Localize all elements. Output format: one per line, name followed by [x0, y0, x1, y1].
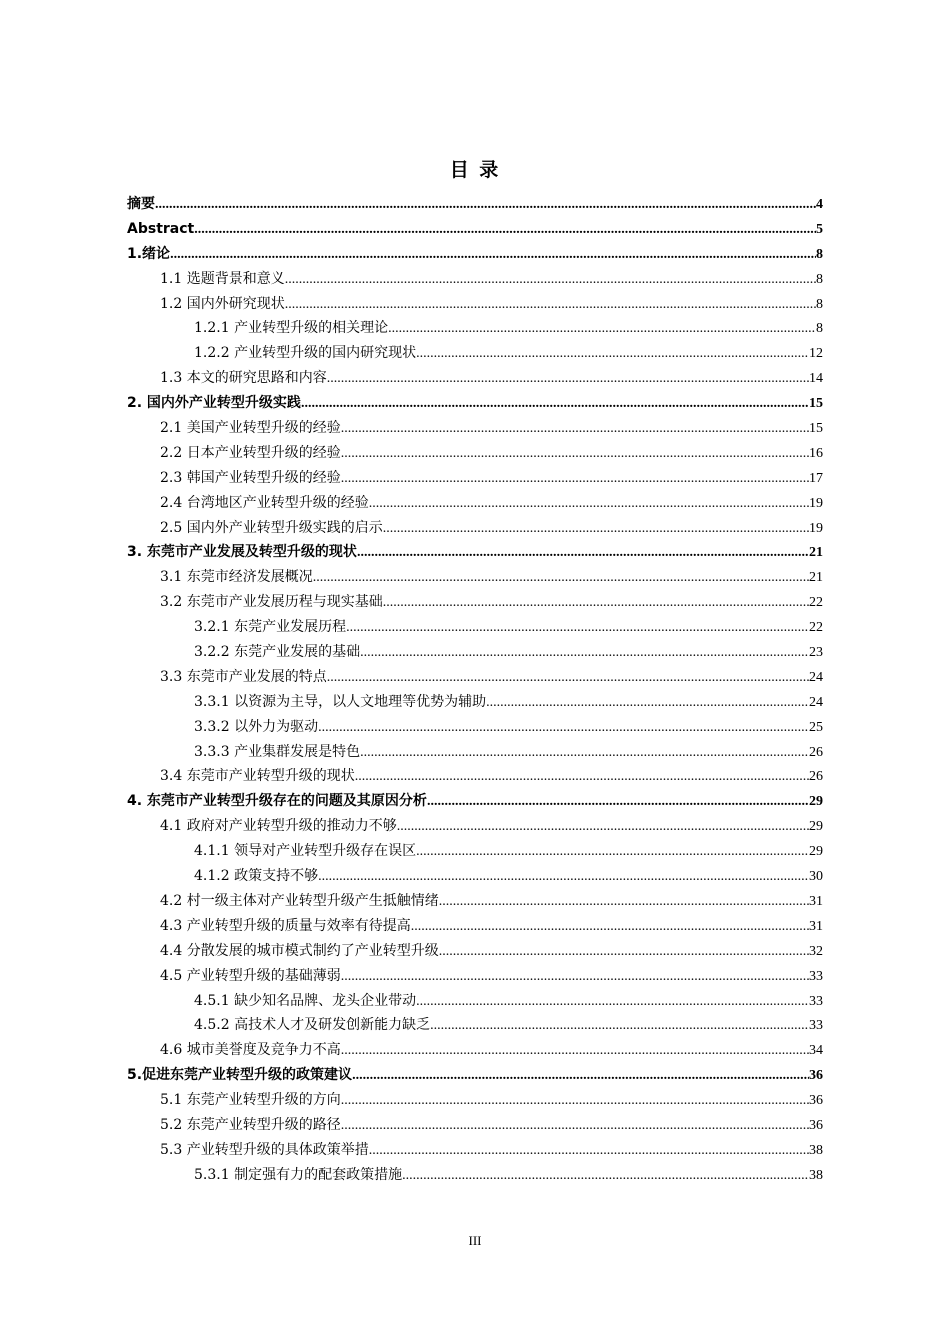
toc-entry[interactable]: [127, 341, 823, 366]
toc-entry-title: 5.2 东莞产业转型升级的路径: [160, 1116, 341, 1133]
toc-entry[interactable]: [127, 366, 823, 391]
toc-entry-title: 5.3.1 制定强有力的配套政策措施: [194, 1166, 403, 1183]
toc-entry[interactable]: [127, 964, 823, 989]
dot-leader: [327, 367, 809, 392]
toc-entry-page: 25: [809, 719, 823, 735]
toc-entry-title: 3.2 东莞市产业发展历程与现实基础: [160, 594, 383, 611]
toc-entry[interactable]: [127, 1038, 823, 1063]
toc-entry[interactable]: [127, 1063, 823, 1088]
toc-entry-title: 3. 东莞市产业发展及转型升级的现状: [127, 544, 357, 561]
dot-leader: [285, 268, 816, 293]
dot-leader: [411, 915, 809, 940]
dot-leader: [301, 392, 809, 417]
toc-entry-page: 21: [809, 545, 823, 561]
toc-entry-page: 38: [809, 1167, 823, 1183]
toc-entry-page: 33: [809, 1018, 823, 1034]
toc-entry[interactable]: [127, 864, 823, 889]
dot-leader: [360, 741, 809, 766]
toc-entry-page: 31: [809, 918, 823, 934]
toc-entry-title: 3.3.3 产业集群发展是特色: [194, 743, 361, 760]
toc-entry-page: 23: [809, 645, 823, 661]
dot-leader: [397, 815, 809, 840]
dot-leader: [369, 1139, 809, 1164]
toc-entry-title: 4.6 城市美誉度及竞争力不高: [160, 1042, 341, 1059]
toc-entry-title: 5.3 产业转型升级的具体政策举措: [160, 1141, 369, 1158]
dot-leader: [416, 840, 809, 865]
toc-entry-title: 4.1.2 政策支持不够: [194, 868, 319, 885]
toc-entry-page: 24: [809, 669, 823, 685]
toc-entry[interactable]: [127, 267, 823, 292]
toc-entry-page: 30: [809, 869, 823, 885]
toc-entry-page: 17: [809, 470, 823, 486]
toc-entry-page: 29: [809, 794, 823, 810]
toc-entry-page: 15: [809, 396, 823, 412]
dot-leader: [341, 965, 809, 990]
toc-entry[interactable]: [127, 1113, 823, 1138]
dot-leader: [439, 890, 809, 915]
page-number: III: [468, 1233, 482, 1248]
toc-entry-page: 22: [809, 620, 823, 636]
toc-entry-page: 33: [809, 993, 823, 1009]
toc-entry[interactable]: [127, 615, 823, 640]
dot-leader: [285, 293, 816, 318]
toc-entry-title: 1.绪论: [127, 245, 171, 262]
toc-entry-title: 3.3.2 以外力为驱动: [194, 718, 319, 735]
toc-entry[interactable]: [127, 914, 823, 939]
toc-entry-title: 3.1 东莞市经济发展概况: [160, 569, 313, 586]
toc-entry-page: 29: [809, 819, 823, 835]
toc-entry-page: 36: [809, 1093, 823, 1109]
toc-entry-page: 36: [809, 1117, 823, 1133]
toc-entry[interactable]: [127, 316, 823, 341]
toc-entry[interactable]: [127, 466, 823, 491]
toc-entry-title: 4.5.1 缺少知名品牌、龙头企业带动: [194, 992, 417, 1009]
toc-entry-title: 1.2 国内外研究现状: [160, 295, 285, 312]
dot-leader: [486, 691, 809, 716]
toc-entry-page: 8: [816, 271, 823, 287]
toc-entry-page: 33: [809, 968, 823, 984]
dot-leader: [352, 1064, 809, 1089]
dot-leader: [430, 1014, 809, 1039]
toc-entry[interactable]: [127, 416, 823, 441]
toc-entry[interactable]: [127, 217, 823, 242]
toc-entry-page: 24: [809, 694, 823, 710]
toc-entry[interactable]: [127, 839, 823, 864]
toc-entry-page: 26: [809, 744, 823, 760]
table-of-contents: [127, 192, 823, 1188]
toc-entry-page: 21: [809, 570, 823, 586]
toc-entry-title: 2.1 美国产业转型升级的经验: [160, 420, 341, 437]
dot-leader: [318, 716, 809, 741]
toc-entry-title: 4.4 分散发展的城市模式制约了产业转型升级: [160, 942, 439, 959]
toc-entry-title: Abstract: [127, 220, 195, 237]
toc-entry[interactable]: [127, 740, 823, 765]
dot-leader: [170, 243, 816, 268]
toc-entry[interactable]: [127, 989, 823, 1014]
toc-entry-page: 8: [816, 296, 823, 312]
dot-leader: [402, 1164, 809, 1189]
toc-entry[interactable]: [127, 889, 823, 914]
dot-leader: [346, 616, 809, 641]
dot-leader: [341, 1039, 809, 1064]
toc-entry-title: 3.3 东莞市产业发展的特点: [160, 668, 327, 685]
toc-entry[interactable]: [127, 242, 823, 267]
dot-leader: [327, 666, 809, 691]
toc-entry[interactable]: [127, 441, 823, 466]
toc-entry-page: 12: [809, 346, 823, 362]
toc-entry-page: 22: [809, 595, 823, 611]
toc-entry-title: 1.2.2 产业转型升级的国内研究现状: [194, 345, 417, 362]
toc-entry[interactable]: [127, 939, 823, 964]
dot-leader: [194, 218, 816, 243]
toc-entry-title: 1.2.1 产业转型升级的相关理论: [194, 320, 389, 337]
dot-leader: [369, 492, 809, 517]
dot-leader: [341, 417, 809, 442]
toc-entry-page: 14: [809, 371, 823, 387]
toc-entry-page: 36: [809, 1068, 823, 1084]
toc-entry-title: 4.3 产业转型升级的质量与效率有待提高: [160, 917, 411, 934]
toc-entry-page: 26: [809, 769, 823, 785]
toc-entry[interactable]: [127, 491, 823, 516]
toc-entry[interactable]: [127, 292, 823, 317]
toc-entry-page: 29: [809, 844, 823, 860]
toc-entry[interactable]: [127, 590, 823, 615]
toc-entry-title: 2.4 台湾地区产业转型升级的经验: [160, 494, 369, 511]
dot-leader: [341, 1089, 809, 1114]
toc-entry-page: 32: [809, 943, 823, 959]
dot-leader: [439, 940, 809, 965]
toc-entry-page: 4: [816, 197, 823, 212]
toc-entry-title: 4.1 政府对产业转型升级的推动力不够: [160, 818, 397, 835]
toc-entry[interactable]: [127, 391, 823, 416]
dot-leader: [341, 442, 809, 467]
dot-leader: [427, 790, 809, 815]
toc-entry-page: 31: [809, 893, 823, 909]
toc-entry-title: 5.1 东莞产业转型升级的方向: [160, 1092, 341, 1109]
toc-entry[interactable]: [127, 540, 823, 565]
dot-leader: [341, 467, 809, 492]
toc-entry-title: 3.2.1 东莞产业发展历程: [194, 619, 347, 636]
toc-entry[interactable]: [127, 814, 823, 839]
toc-entry-page: 5: [816, 221, 823, 237]
toc-entry-title: 3.2.2 东莞产业发展的基础: [194, 644, 361, 661]
toc-entry-title: 4.5 产业转型升级的基础薄弱: [160, 967, 341, 984]
toc-entry-title: 3.3.1 以资源为主导，以人文地理等优势为辅助: [194, 693, 487, 710]
toc-entry-title: 4.1.1 领导对产业转型升级存在误区: [194, 843, 417, 860]
toc-entry-page: 19: [809, 520, 823, 536]
toc-entry[interactable]: [127, 764, 823, 789]
toc-entry-title: 2.5 国内外产业转型升级实践的启示: [160, 519, 383, 536]
toc-entry-title: 2.2 日本产业转型升级的经验: [160, 444, 341, 461]
toc-entry[interactable]: [127, 1163, 823, 1188]
toc-entry[interactable]: [127, 1013, 823, 1038]
toc-entry-title: 2.3 韩国产业转型升级的经验: [160, 469, 341, 486]
dot-leader: [416, 990, 809, 1015]
toc-entry-title: 3.4 东莞市产业转型升级的现状: [160, 768, 355, 785]
toc-entry[interactable]: [127, 715, 823, 740]
toc-entry[interactable]: [127, 789, 823, 814]
toc-entry-title: 5.促进东莞产业转型升级的政策建议: [127, 1067, 353, 1084]
toc-entry[interactable]: [127, 640, 823, 665]
dot-leader: [357, 541, 809, 566]
toc-entry[interactable]: [127, 565, 823, 590]
dot-leader: [313, 566, 809, 591]
toc-entry[interactable]: [127, 665, 823, 690]
dot-leader: [355, 765, 809, 790]
toc-entry-title: 1.3 本文的研究思路和内容: [160, 370, 327, 387]
toc-entry-title: 1.1 选题背景和意义: [160, 270, 285, 287]
toc-entry[interactable]: [127, 192, 823, 217]
toc-entry-page: 8: [816, 321, 823, 337]
toc-entry-page: 38: [809, 1142, 823, 1158]
dot-leader: [318, 865, 809, 890]
dot-leader: [383, 517, 809, 542]
dot-leader: [383, 591, 809, 616]
dot-leader: [341, 1114, 809, 1139]
toc-entry-title: 摘要: [127, 196, 155, 212]
toc-entry-page: 34: [809, 1043, 823, 1059]
toc-entry[interactable]: [127, 1138, 823, 1163]
toc-entry[interactable]: [127, 1088, 823, 1113]
dot-leader: [360, 641, 809, 666]
toc-entry-title: 2. 国内外产业转型升级实践: [127, 395, 301, 412]
toc-entry-page: 15: [809, 421, 823, 437]
toc-entry[interactable]: [127, 690, 823, 715]
toc-entry-title: 4.2 村一级主体对产业转型升级产生抵触情绪: [160, 892, 439, 909]
toc-entry-page: 16: [809, 445, 823, 461]
dot-leader: [155, 193, 816, 218]
toc-entry-title: 4. 东莞市产业转型升级存在的问题及其原因分析: [127, 793, 427, 810]
toc-entry-page: 8: [816, 246, 823, 262]
toc-heading: 目 录: [449, 159, 501, 181]
toc-entry[interactable]: [127, 516, 823, 541]
toc-entry-title: 4.5.2 高技术人才及研发创新能力缺乏: [194, 1017, 431, 1034]
dot-leader: [416, 342, 809, 367]
dot-leader: [388, 317, 816, 342]
toc-entry-page: 19: [809, 495, 823, 511]
